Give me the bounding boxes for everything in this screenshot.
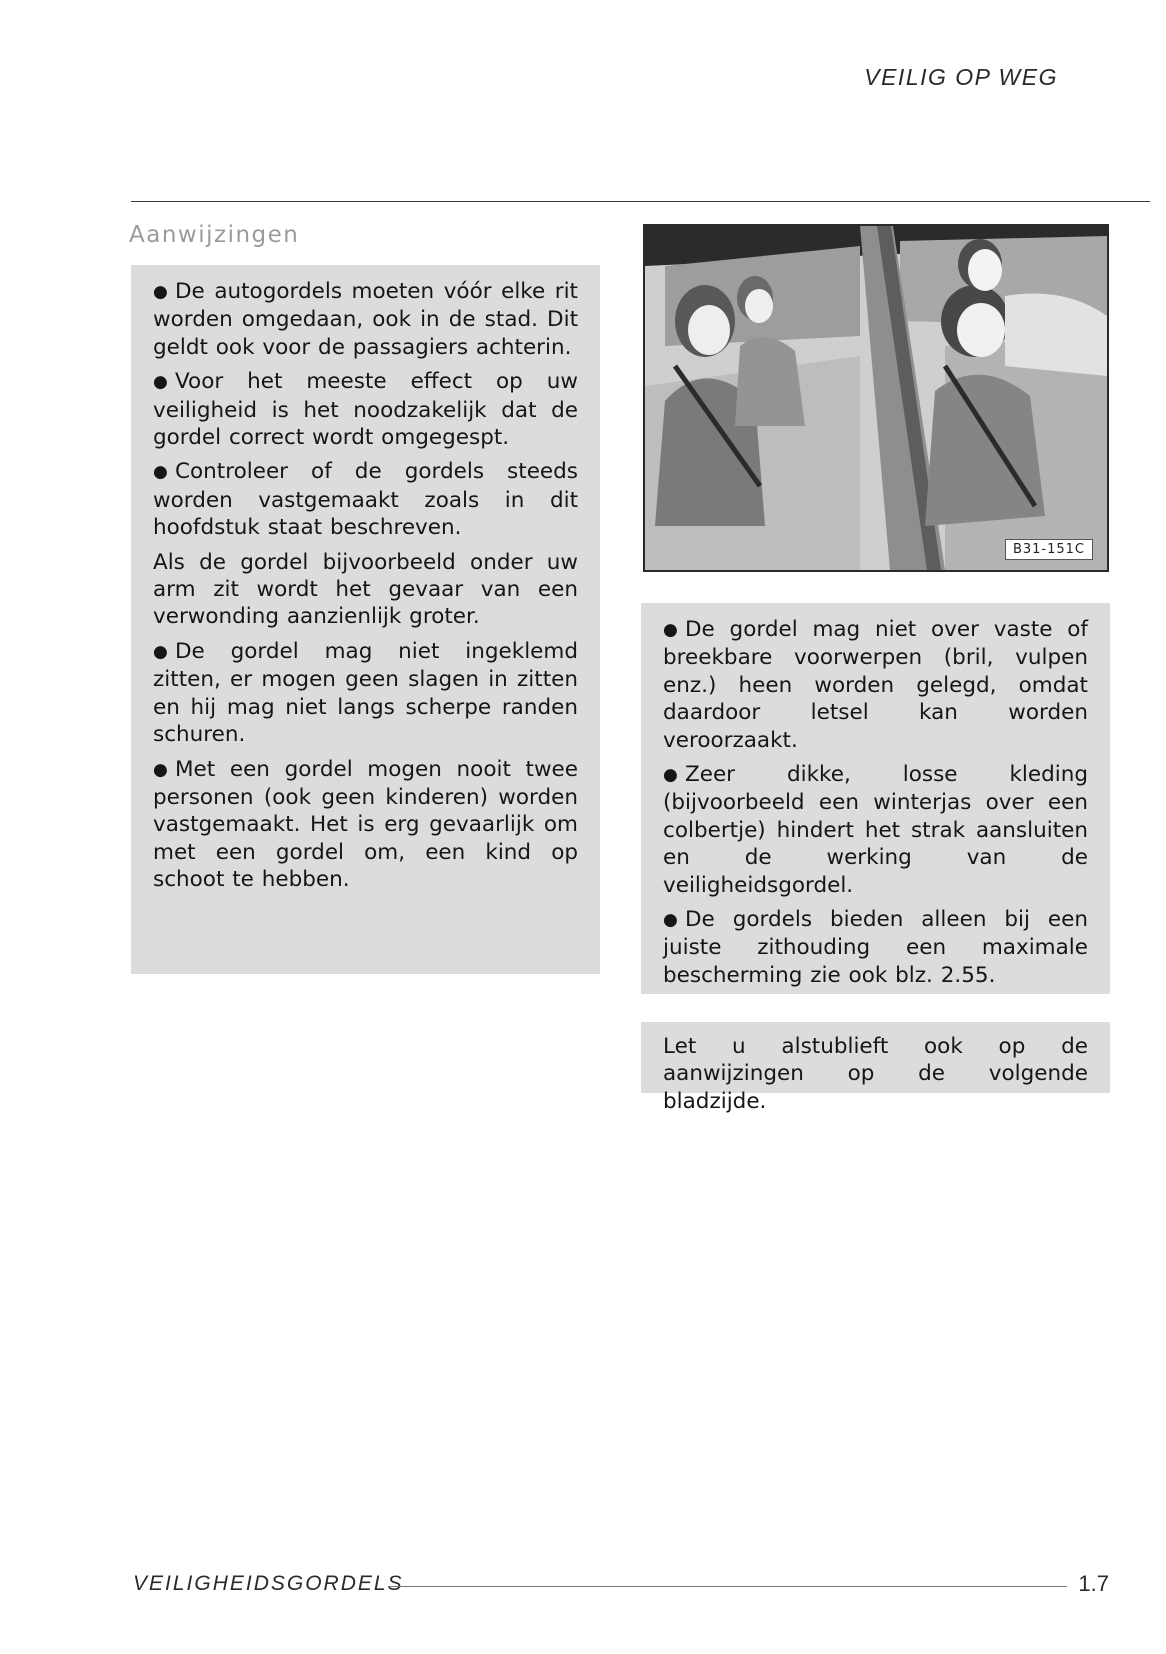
figure-code-label: B31-151C <box>1005 539 1093 560</box>
note-paragraph: ● De gordel mag niet ingeklemd zitten, er mogen geen slagen in zitten en hij mag niet langs scherpe randen schuren. <box>153 638 578 748</box>
note-paragraph: ● Zeer dikke, losse kleding (bijvoorbeeld een winterjas over een colbertje) hindert het strak aansluiten en de werking van de veiligheidsgordel. <box>663 762 1088 898</box>
running-head: VEILIG OP WEG <box>864 64 1058 90</box>
seatbelt-illustration <box>643 224 1109 572</box>
note-paragraph: Als de gordel bijvoorbeeld onder uw arm zit wordt het gevaar van een verwonding aanzienlijk groter. <box>153 549 578 630</box>
next-page-note-box <box>641 1022 1110 1114</box>
footer-section-label: VEILIGHEIDSGORDELS <box>133 1572 404 1595</box>
left-note-box <box>131 265 600 974</box>
note-paragraph: ● Voor het meeste effect op uw veiligheid is het noodzakelijk dat de gordel correct wordt omgegespt. <box>153 369 578 451</box>
right-note-box <box>641 603 1110 994</box>
note-paragraph: ● De autogordels moeten vóór elke rit worden omgedaan, ook in de stad. Dit geldt ook voor de passagiers achterin. <box>153 279 578 360</box>
bullet-icon: ● <box>153 462 168 483</box>
bullet-icon: ● <box>153 759 168 780</box>
note-paragraph: ● Controleer of de gordels steeds worden vastgemaakt zoals in dit hoofdstuk staat beschreven. <box>153 459 578 541</box>
bullet-icon: ● <box>153 372 168 393</box>
bullet-icon: ● <box>663 765 678 786</box>
bullet-icon: ● <box>663 620 678 640</box>
bullet-icon: ● <box>153 641 168 662</box>
note-paragraph: ● De gordel mag niet over vaste of breekbare voorwerpen (bril, vulpen enz.) heen worden gelegd, omdat daardoor letsel kan worden veroorzaakt. <box>663 617 1088 753</box>
note-paragraph: ● Met een gordel mogen nooit twee personen (ook geen kinderen) worden vastgemaakt. Het is erg gevaarlijk om met een gordel om, een kind op schoot te hebben. <box>153 756 578 893</box>
bullet-icon: ● <box>663 910 678 931</box>
page-number: 1.7 <box>1078 1571 1109 1596</box>
note-paragraph: Let u alstublieft ook op de aanwijzingen op de volgende bladzijde. <box>663 1034 1088 1114</box>
bullet-icon: ● <box>153 282 168 302</box>
footer-rule <box>391 1586 1067 1587</box>
section-title: Aanwijzingen <box>129 222 300 248</box>
note-paragraph: ● De gordels bieden alleen bij een juiste zithouding een maximale bescherming zie ook blz. 2.55. <box>663 907 1088 988</box>
header-rule <box>131 201 1150 202</box>
illustration-passengers-wearing-seatbelts-icon <box>645 226 1107 570</box>
